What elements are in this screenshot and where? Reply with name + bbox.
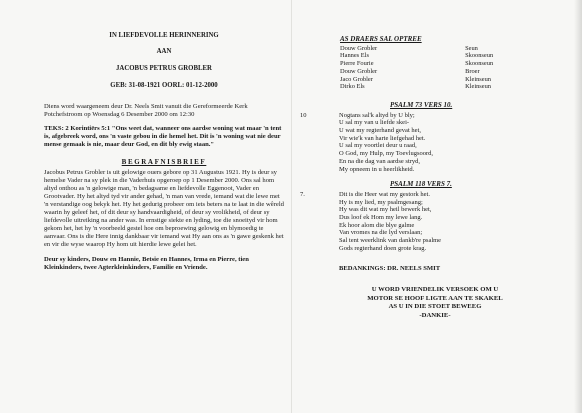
- psalm-73-line: En na die dag van aardse stryd,: [339, 157, 421, 165]
- notice-line: AS U IN DIE STOET BEWEEG: [388, 303, 482, 311]
- psalm-118-line: Dus loof ek Hom my lewe lang.: [339, 214, 423, 222]
- heading: IN LIEFDEVOLLE HERINNERING: [109, 32, 219, 39]
- birth-death-dates: GEB: 31-08-1921 OORL: 01-12-2000: [110, 82, 218, 89]
- pallbearer-row: [340, 52, 493, 60]
- psalm-73-lines: [339, 112, 570, 174]
- pallbearer-row: [340, 45, 493, 53]
- pallbearer-relation: Kleinseun: [465, 75, 492, 83]
- pallbearer-relation: Seun: [465, 44, 478, 52]
- psalm-118-line: Dit is die Heer wat my gestork het.: [339, 190, 430, 198]
- service-info: Diens word waargeneem deur Dr. Neels Smit vanuit die Gereformeerde Kerk Potchefstroom op Woensdag 6 Desember 2000 om 12:30: [44, 103, 248, 118]
- psalm-73-line: Nogtans sal'k altyd by U bly;: [339, 111, 415, 119]
- pallbearer-relation: Broer: [465, 67, 480, 75]
- psalm-118-verse-number: 7.: [300, 190, 305, 198]
- pallbearers-list: [340, 45, 493, 91]
- pallbearers-heading: AS DRAERS SAL OPTREE: [340, 35, 422, 43]
- psalm-73-line: U sal my voortlei deur u raad,: [339, 142, 417, 150]
- psalm-118-line: Hy was dit wat my heil bewerk het,: [339, 206, 432, 214]
- psalm-73-verse-number: 10: [300, 111, 307, 119]
- pallbearer-relation: Kleinseun: [465, 83, 492, 91]
- pallbearer-name: Douw Grobler: [340, 67, 378, 75]
- psalm-73-line: U wat my regterhand gevat het,: [339, 127, 421, 135]
- left-column: [44, 32, 284, 272]
- scripture-text: [44, 125, 284, 149]
- pallbearer-name: Jaco Grobler: [340, 75, 373, 83]
- pallbearer-name: Douw Grobler: [340, 44, 378, 52]
- psalm-118-heading: PSALM 118 VERS 7.: [390, 180, 452, 189]
- psalm-118-lines: [339, 191, 570, 253]
- notice-line: U WORD VRIENDELIK VERSOEK OM U: [371, 286, 499, 294]
- psalm-73-block: [300, 112, 570, 174]
- procession-notice: [300, 286, 570, 320]
- aan-label: AAN: [156, 48, 172, 55]
- psalm-73-line: Vir wie'k van harte liefgehad het.: [339, 134, 426, 142]
- right-column: [300, 36, 570, 320]
- psalm-118-block: [300, 191, 570, 253]
- psalm-73-line: O God, my Hulp, my Toevlugsoord,: [339, 150, 434, 158]
- psalm-118-line: Hy is my lied, my psalmgesang;: [339, 198, 423, 206]
- pallbearer-row: [340, 76, 493, 84]
- pallbearer-row: [340, 68, 493, 76]
- pallbearer-row: [340, 60, 493, 68]
- funeral-letter-body: Jacobus Petrus Grobler is uit gelowige ouers gebore op 31 Augustus 1921. Hy is deur sy hemelse Vader na sy plek in die Vaderhuis opgeroep op 1 Desember 2000. Ons sal hom altyd onthou as 'n gelowige man, 'n bedagsame en liefdevolle Eggenoot, Vader en Grootvader. Hy het altyd tyd vir ander gehad, 'n man van vrede, iemand wat die lewe met 'n verstandige oog bekyk het. Hy het gedurig probeer om iets beters na te laat in die wêreld waarin hy geleef het, of dit deur sy handvaardigheid, of deur sy vrolikheid, of deur sy liefdevolle uitreiking na ander was. In ernstige siekte en lyding, toe die snoeityd vir hom gekom het, het hy 'n voorbeeld gestel hoe om beproewing gelowig en blymoedig te aanvaar. Ons is die Here innig dankbaar vir iemand wat Hy aan ons as 'n gawe geskenk het en vir die wyse waarop Hy hom uit hierdie lewe gelei het.: [44, 169, 284, 248]
- pallbearer-name: Dirko Els: [340, 83, 365, 91]
- psalm-73-line: U sal my van u liefde skei-: [339, 119, 410, 127]
- psalm-118-line: Gods regterhand doen grote krag.: [339, 244, 427, 252]
- psalm-73-heading: PSALM 73 VERS 10.: [390, 100, 453, 109]
- pallbearer-relation: Skoonseun: [465, 60, 494, 68]
- family-signature: Deur sy kinders, Douw en Hannie, Betsie en Hannes, Irma en Pierre, tien Kleinkinders, twee Agterkleinkinders, Familie en Vriende.: [44, 256, 249, 271]
- psalm-118-line: Sal tent weerklink van dankb're psalme: [339, 237, 442, 245]
- page-edge-shadow: [574, 0, 582, 413]
- pallbearer-relation: Skoonseun: [465, 52, 494, 60]
- psalm-118-line: Van vromes na die lyd verslaan;: [339, 229, 423, 237]
- scripture-body: "Ons weet dat, wanneer ons aardse woning wat maar 'n tent is, afgebreek word, ons 'n vaste gebou in die hemel het. Dit is 'n woning wat nie deur mense gemaak is nie, maar deur God, en dit bly ewig staan.": [44, 125, 282, 148]
- scripture-label: TEKS: 2 Korintiërs 5:1: [44, 125, 111, 132]
- notice-line: -DANKIE-: [419, 311, 451, 319]
- acknowledgements: BEDANKINGS: DR. NEELS SMIT: [339, 264, 441, 272]
- pallbearer-name: Pierre Fourie: [340, 60, 374, 68]
- pallbearer-name: Hannes Els: [340, 52, 369, 60]
- page-fold: [291, 0, 292, 413]
- psalm-73-line: My opneem in u heerlikheid.: [339, 165, 415, 173]
- pallbearer-row: [340, 83, 493, 91]
- notice-line: MOTOR SE HOOF LIGTE AAN TE SKAKEL: [367, 294, 503, 302]
- deceased-name: JACOBUS PETRUS GROBLER: [116, 65, 212, 72]
- funeral-letter-heading: BEGRAFNISBRIEF: [121, 158, 207, 166]
- psalm-118-line: Ek hoor alom die blye galme: [339, 221, 415, 229]
